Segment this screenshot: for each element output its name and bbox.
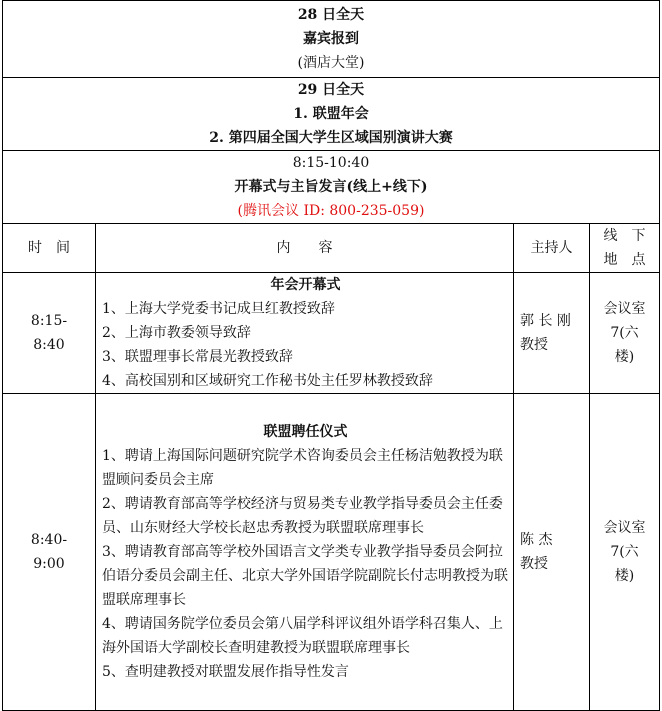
row2-content <box>96 394 514 711</box>
section-annual-meeting <box>3 78 660 151</box>
row2-host-title: 教授 <box>520 556 548 572</box>
row1-time <box>3 273 96 394</box>
row1-host-title: 教授 <box>520 337 548 353</box>
row1-item: 1、上海大学党委书记成旦红教授致辞 <box>102 301 335 317</box>
row1-venue-line3: 楼) <box>614 349 635 365</box>
registration-title: 嘉宾报到 <box>303 31 359 47</box>
annual-meeting-date: 29 日全天 <box>297 82 365 98</box>
row2-host <box>514 394 590 711</box>
registration-date: 28 日全天 <box>297 7 365 23</box>
row1-host-name: 郭 长 刚 <box>520 313 571 329</box>
row1-item: 3、联盟理事长常晨光教授致辞 <box>102 349 293 365</box>
annual-meeting-line1: 1. 联盟年会 <box>293 106 369 122</box>
header-time: 时 间 <box>3 224 96 273</box>
row1-venue-line1: 会议室 <box>603 301 646 317</box>
row1-venue <box>590 273 660 394</box>
row1-content <box>96 273 514 394</box>
row2-item: 1、聘请上海国际问题研究院学术咨询委员会主任杨洁勉教授为联盟顾问委员会主席 <box>102 448 503 488</box>
opening-title: 开幕式与主旨发言(线上+线下) <box>234 179 428 195</box>
section-registration <box>3 1 660 78</box>
table-header-row <box>3 224 660 273</box>
row2-item: 4、聘请国务院学位委员会第八届学科评议组外语学科召集人、上海外国语大学副校长查明建教授为联盟联席理事长 <box>102 616 503 656</box>
header-venue-line1: 线 下 <box>603 228 646 244</box>
annual-meeting-line2: 2. 第四届全国大学生区域国别演讲大赛 <box>209 130 453 146</box>
row2-host-name: 陈 杰 <box>520 532 553 548</box>
row2-time-start: 8:40- <box>30 532 68 548</box>
header-host: 主持人 <box>514 224 590 273</box>
meeting-id: (腾讯会议 ID: 800-235-059) <box>237 203 425 219</box>
row1-item: 4、高校国别和区域研究工作秘书处主任罗林教授致辞 <box>102 373 433 389</box>
row2-venue-line1: 会议室 <box>603 520 646 536</box>
table-row <box>3 394 660 711</box>
header-venue-line2: 地 点 <box>603 252 646 268</box>
row2-item: 5、查明建教授对联盟发展作指导性发言 <box>102 664 349 680</box>
row2-time-end: 9:00 <box>33 556 65 572</box>
header-content: 内 容 <box>96 224 514 273</box>
row1-host <box>514 273 590 394</box>
registration-location: (酒店大堂) <box>297 55 365 71</box>
opening-time: 8:15-10:40 <box>292 155 370 171</box>
row2-item: 3、聘请教育部高等学校外国语言文学类专业教学指导委员会阿拉伯语分委员会副主任、北京大学外国语学院副院长付志明教授为联盟联席理事长 <box>102 544 508 608</box>
table-row <box>3 273 660 394</box>
schedule-table <box>2 0 660 711</box>
header-venue <box>590 224 660 273</box>
row2-venue <box>590 394 660 711</box>
registration-cell <box>3 1 660 78</box>
row2-heading: 联盟聘任仪式 <box>263 424 348 440</box>
row1-time-start: 8:15- <box>30 313 68 329</box>
row1-heading: 年会开幕式 <box>270 277 341 293</box>
row1-time-end: 8:40 <box>33 337 65 353</box>
annual-meeting-cell <box>3 78 660 151</box>
opening-cell <box>3 151 660 224</box>
row2-item: 2、聘请教育部高等学校经济与贸易类专业教学指导委员会主任委员、山东财经大学校长赵忠秀教授为联盟联席理事长 <box>102 496 503 536</box>
row1-item: 2、上海市教委领导致辞 <box>102 325 251 341</box>
section-opening <box>3 151 660 224</box>
row1-venue-line2: 7(六 <box>610 325 639 341</box>
row2-time <box>3 394 96 711</box>
row2-venue-line2: 7(六 <box>610 544 639 560</box>
row2-venue-line3: 楼) <box>614 568 635 584</box>
